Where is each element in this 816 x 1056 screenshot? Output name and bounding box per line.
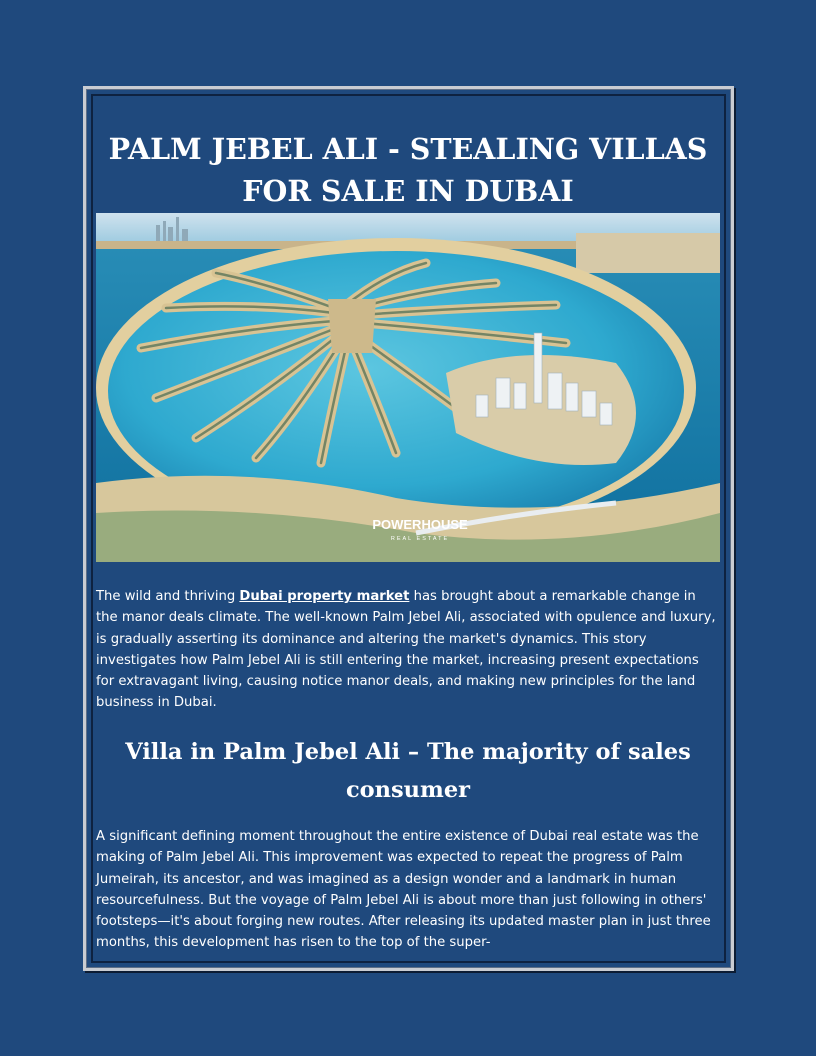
document-title: PALM JEBEL ALI - STEALING VILLAS FOR SALE IN DUBAI (108, 132, 708, 208)
intro-text-start: The wild and thriving (96, 589, 240, 604)
dubai-property-market-link[interactable]: Dubai property market (239, 589, 410, 604)
intro-paragraph (96, 586, 720, 714)
section-heading: Villa in Palm Jebel Ali – The majority of sales consumer (125, 739, 691, 803)
logo-tagline: REAL ESTATE (390, 536, 450, 542)
intro-text-end: has brought about a remarkable change in the manor deals climate. The well-known Palm Jebel Ali, associated with opulence and luxury, is gradually asserting its dominance and altering the market's dynamics. This story investigates how Palm Jebel Ali is still entering the market, increasing present expectations for extravagant living, causing notice manor deals, and making new principles for the land business in Dubai. (96, 589, 716, 711)
logo-wordmark: POWERHOUSE (372, 517, 468, 532)
palm-island-aerial-illustration (96, 213, 720, 562)
section-paragraph: A significant defining moment throughout the entire existence of Dubai real estate was the making of Palm Jebel Ali. This improvement was expected to repeat the progress of Palm Jumeirah, its ancestor, and was imagined as a design wonder and a landmark in human resourcefulness. But the voyage of Palm Jebel Ali is about more than just following in others' footsteps—it's about forging new routes. After releasing its updated master plan in just three months, this development has risen to the top of the super- (96, 829, 711, 951)
hero-image (96, 213, 720, 562)
